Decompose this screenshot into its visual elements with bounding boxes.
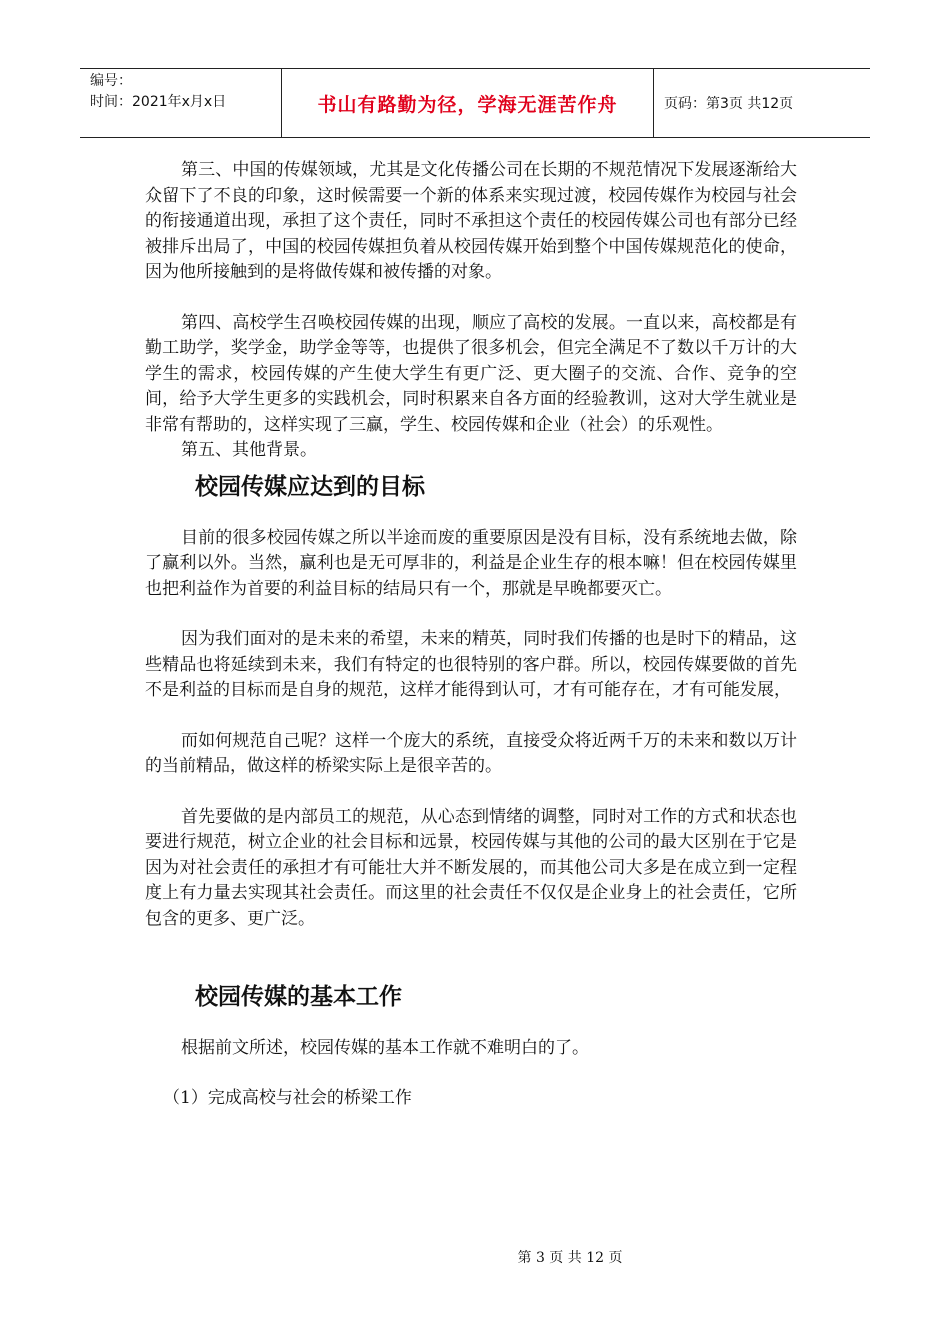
section-heading-basic-work: 校园传媒的基本工作	[195, 984, 402, 1010]
paragraph-basic-work-intro: 根据前文所述，校园传媒的基本工作就不难明白的了。	[181, 1038, 589, 1058]
paragraph-fifth-point: 第五、其他背景。	[181, 440, 317, 460]
header-meta	[80, 69, 282, 137]
paragraph-internal-staff: 首先要做的是内部员工的规范，从心态到情绪的调整，同时对工作的方式和状态也要进行规范，树立企业的社会目标和远景，校园传媒与其他的公司的最大区别在于它是因为对社会责任的承担才有可能壮大并不断发展的，而其他公司大多是在成立到一定程度上有力量去实现其社会责任。而这里的社会责任不仅仅是企业身上的社会责任，它所包含的更多、更广泛。	[145, 806, 797, 929]
paragraph-goals-intro: 目前的很多校园传媒之所以半途而废的重要原因是没有目标，没有系统地去做，除了赢利以外。当然，赢利也是无可厚非的，利益是企业生存的根本嘛！但在校园传媒里也把利益作为首要的利益目标的结局只有一个，那就是早晚都要灭亡。	[145, 527, 797, 599]
paragraph-third-point: 第三、中国的传媒领域，尤其是文化传播公司在长期的不规范情况下发展逐渐给大众留下了不良的印象，这时候需要一个新的体系来实现过渡，校园传媒作为校园与社会的衔接通道出现，承担了这个责任，同时不承担这个责任的校园传媒公司也有部分已经被排斥出局了，中国的校园传媒担负着从校园传媒开始到整个中国传媒规范化的使命，因为他所接触到的是将做传媒和被传播的对象。	[145, 160, 797, 282]
page-number-label: 页码：第3页 共12页	[664, 96, 794, 112]
section-heading-goals: 校园传媒应达到的目标	[195, 473, 425, 500]
document-date-label: 时间：2021年x月x日	[90, 94, 227, 110]
header-motto: 书山有路勤为径，学海无涯苦作舟	[317, 93, 618, 116]
page-header	[80, 68, 870, 138]
list-item-bridge-work: （1）完成高校与社会的桥梁工作	[163, 1087, 412, 1108]
paragraph-how-to-regulate: 而如何规范自己呢？这样一个庞大的系统，直接受众将近两千万的未来和数以万计的当前精品，做这样的桥梁实际上是很辛苦的。	[145, 730, 797, 776]
paragraph-fourth-point: 第四、高校学生召唤校园传媒的出现，顺应了高校的发展。一直以来，高校都是有勤工助学，奖学金，助学金等等，也提供了很多机会，但完全满足不了数以千万计的大学生的需求，校园传媒的产生使大学生有更广泛、更大圈子的交流、合作、竞争的空间，给予大学生更多的实践机会，同时积累来自各方面的经验教训，这对大学生就业是非常有帮助的，这样实现了三赢，学生、校园传媒和企业（社会）的乐观性。	[145, 312, 797, 435]
header-page-info	[654, 69, 870, 137]
paragraph-future-elite: 因为我们面对的是未来的希望，未来的精英，同时我们传播的也是时下的精品，这些精品也将延续到未来，我们有特定的也很特别的客户群。所以，校园传媒要做的首先不是利益的目标而是自身的规范，这样才能得到认可，才有可能存在，才有可能发展，	[145, 629, 797, 700]
page-footer: 第 3 页 共 12 页	[517, 1250, 623, 1266]
document-body	[145, 158, 797, 1111]
header-motto-cell	[282, 69, 654, 137]
document-number-label: 编号：	[90, 73, 132, 89]
